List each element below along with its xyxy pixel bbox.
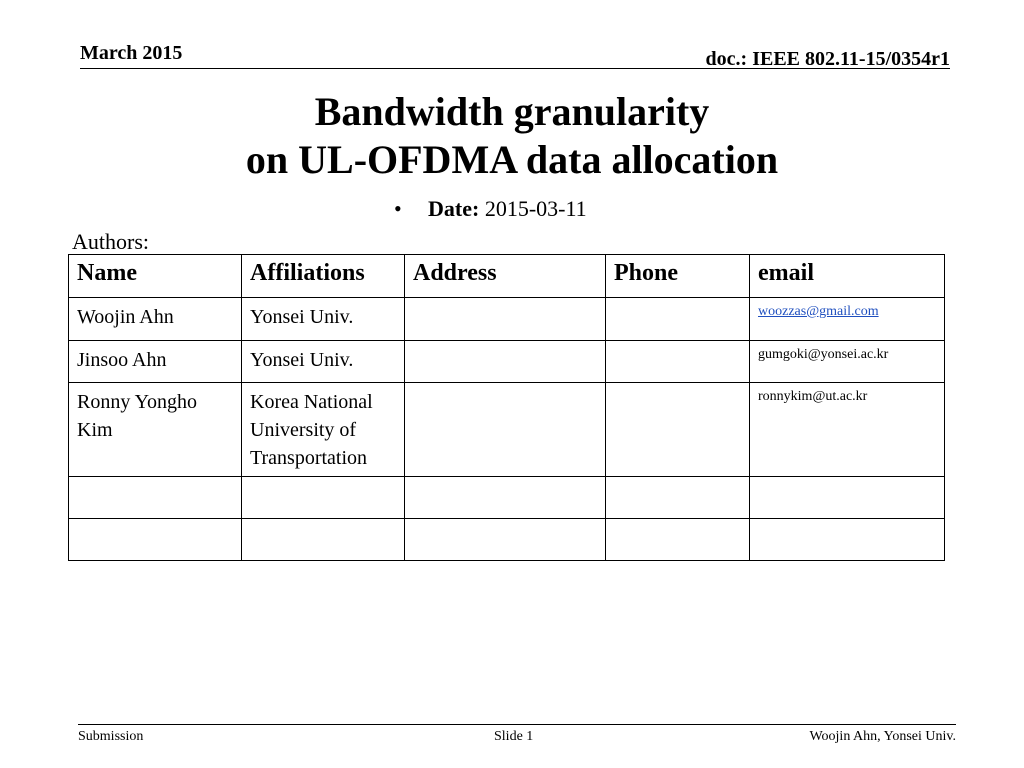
footer-divider	[78, 724, 956, 725]
title-line-1: Bandwidth granularity	[314, 89, 710, 134]
title-line-2: on UL-OFDMA data allocation	[245, 137, 779, 182]
table-header-row	[69, 255, 945, 298]
author-affiliation: Yonsei Univ.	[242, 298, 405, 341]
footer-author: Woojin Ahn, Yonsei Univ.	[809, 729, 956, 744]
author-name: Ronny Yongho Kim	[69, 383, 242, 477]
date-value: 2015-03-11	[484, 196, 587, 221]
author-address	[405, 383, 606, 477]
footer-submission: Submission	[78, 729, 144, 744]
author-address	[405, 477, 606, 519]
authors-label: Authors:	[72, 229, 149, 254]
column-header-address: Address	[405, 255, 606, 298]
author-email: ronnykim@ut.ac.kr	[750, 383, 945, 477]
author-affiliation: Yonsei Univ.	[242, 341, 405, 383]
author-address	[405, 298, 606, 341]
author-email-link[interactable]: woozzas@gmail.com	[758, 304, 879, 319]
slide-title	[0, 88, 1024, 184]
author-email: gumgoki@yonsei.ac.kr	[750, 341, 945, 383]
column-header-email: email	[750, 255, 945, 298]
header-doc-id: doc.: IEEE 802.11-15/0354r1	[705, 48, 950, 70]
table-row	[69, 298, 945, 341]
table-row	[69, 341, 945, 383]
author-phone	[606, 298, 750, 341]
author-phone	[606, 477, 750, 519]
column-header-name: Name	[69, 255, 242, 298]
author-name	[69, 519, 242, 561]
date-bullet	[394, 196, 587, 222]
footer-slide-number: Slide 1	[494, 729, 534, 744]
author-name: Jinsoo Ahn	[69, 341, 242, 383]
author-email-cell	[750, 298, 945, 341]
author-name: Woojin Ahn	[69, 298, 242, 341]
date-label: Date:	[428, 196, 480, 221]
author-phone	[606, 519, 750, 561]
authors-table	[68, 254, 945, 561]
author-phone	[606, 341, 750, 383]
header-date: March 2015	[80, 42, 183, 64]
author-affiliation: Korea National University of Transportation	[242, 383, 405, 477]
author-affiliation	[242, 477, 405, 519]
author-name	[69, 477, 242, 519]
column-header-affiliations: Affiliations	[242, 255, 405, 298]
column-header-phone: Phone	[606, 255, 750, 298]
bullet-icon: •	[394, 196, 402, 221]
author-phone	[606, 383, 750, 477]
header-divider	[80, 68, 950, 69]
author-address	[405, 519, 606, 561]
table-row	[69, 477, 945, 519]
table-row	[69, 383, 945, 477]
author-email	[750, 477, 945, 519]
author-email	[750, 519, 945, 561]
author-address	[405, 341, 606, 383]
author-affiliation	[242, 519, 405, 561]
table-row	[69, 519, 945, 561]
